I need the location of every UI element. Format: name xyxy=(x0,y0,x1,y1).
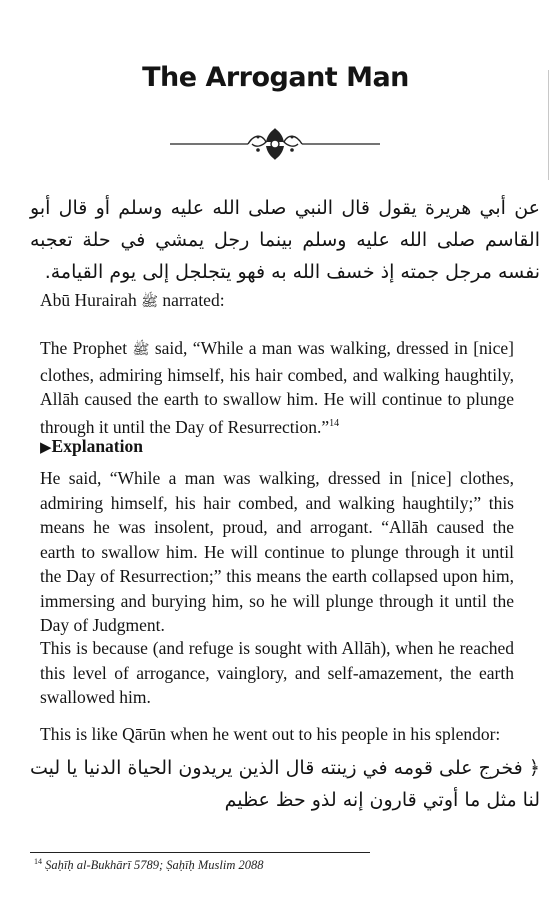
footnote-number: 14 xyxy=(34,857,42,866)
honorific-symbol: ﷺ xyxy=(141,294,158,310)
quran-verse-arabic: ﴿ فخرج على قومه في زينته قال الذين يريدون الحياة الدنيا يا ليت لنا مثل ما أوتي قارون إنه لذو حظ عظيم xyxy=(30,757,540,811)
footnote-reference[interactable]: 14 xyxy=(329,417,340,429)
hadith-arabic-text: عن أبي هريرة يقول قال النبي صلى الله عليه وسلم أو قال أبو القاسم صلى الله عليه وسلم بينما رجل يمشي في حلة تعجبه نفسه مرجل جمته إذ خسف الله به فهو يتجلجل إلى يوم القيامة. xyxy=(30,197,540,283)
explanation-paragraph: This is like Qārūn when he went out to his people in his splendor: xyxy=(40,724,501,744)
explanation-heading-label: Explanation xyxy=(51,436,143,456)
explanation-heading xyxy=(40,436,143,457)
explanation-paragraph: This is because (and refuge is sought with Allāh), when he reached this level of arrogance, vainglory, and self-amazement, the earth swallowed him. xyxy=(40,638,514,707)
footnote-text: Ṣaḥīḥ al-Bukhārī 5789; Ṣaḥīḥ Muslim 2088 xyxy=(45,858,264,873)
honorific-symbol: ﷺ xyxy=(132,342,150,358)
floral-divider-ornament-icon xyxy=(170,124,380,164)
hadith-translation xyxy=(40,336,514,439)
prophet-label: The Prophet xyxy=(40,338,128,358)
footnote-divider xyxy=(30,852,370,853)
triangle-marker-icon: ▶ xyxy=(40,440,52,456)
footnote xyxy=(34,857,264,873)
page-title: The Arrogant Man xyxy=(142,62,409,93)
translation-text: said, “While a man was walking, dressed in [nice] clothes, admiring himself, his hair combed, and walking haughtily, Allāh caused the earth to swallow him. He will continue to plunge through it until the Day of Resurrection.” xyxy=(40,338,514,437)
narrator-line xyxy=(40,288,514,315)
narrated-label: narrated: xyxy=(158,290,225,310)
explanation-paragraph: He said, “While a man was walking, dressed in [nice] clothes, admiring himself, his hair combed, and walking haughtily;” this means he was insolent, proud, and arrogant. “Allāh caused the earth to swallow him. He will continue to plunge through it until the Day of Resurrection;” this means the earth collapsed upon him, immersing and burying him, so he will plunge through it until the Day of Judgment. xyxy=(40,468,514,635)
narrator-name: Abū Hurairah xyxy=(40,290,137,310)
